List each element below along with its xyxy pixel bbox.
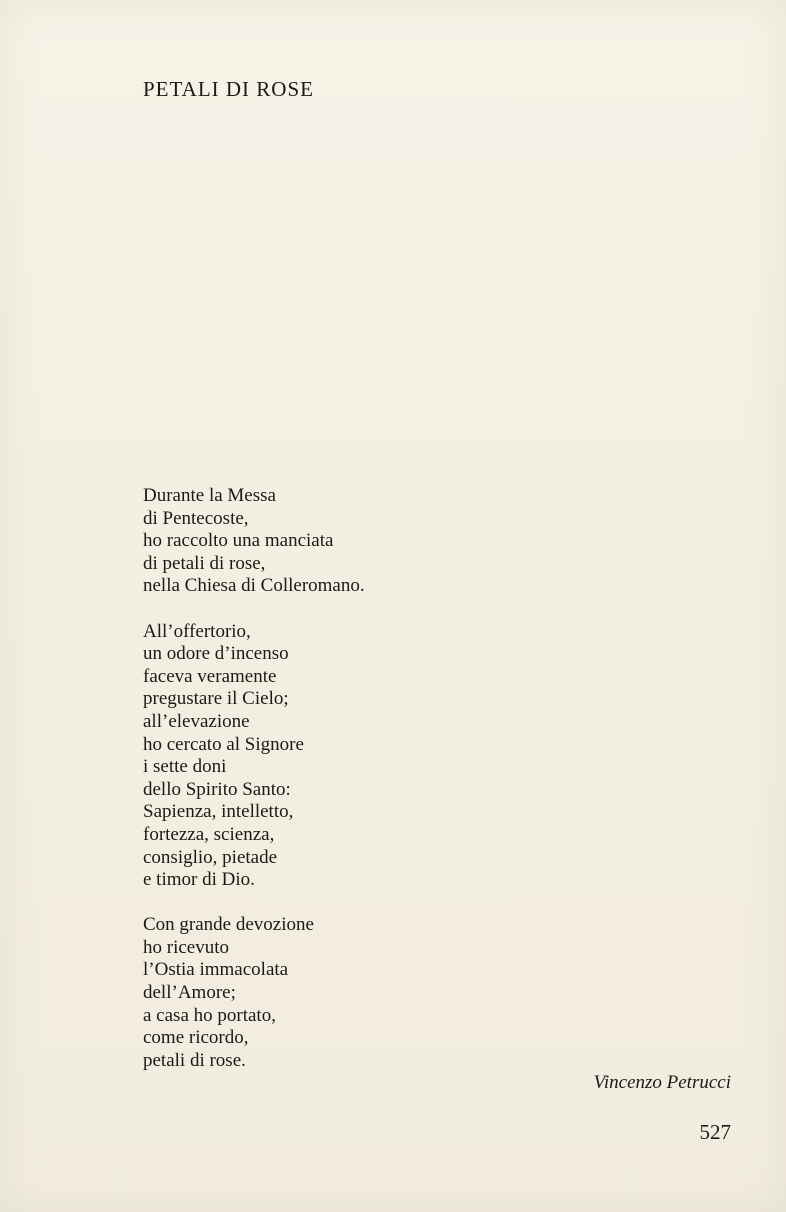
stanza-3: [143, 914, 365, 1072]
poem-line: petali di rose.: [143, 1049, 246, 1071]
stanza-1: [143, 485, 365, 598]
poem-line: e timor di Dio.: [143, 869, 255, 891]
poem-line: i sette doni: [143, 756, 227, 778]
poem-line: All’offertorio,: [143, 620, 251, 642]
stanza-2: [143, 621, 365, 892]
page-number: 527: [699, 1120, 731, 1144]
poem-line: Durante la Messa: [143, 485, 276, 506]
poem-line: all’elevazione: [143, 710, 250, 732]
poem-line: di Pentecoste,: [143, 507, 249, 529]
poem-line: dello Spirito Santo:: [143, 778, 291, 800]
poem-line: nella Chiesa di Colleromano.: [143, 575, 365, 597]
poem-line: ho ricevuto: [143, 936, 230, 958]
poem-line: ho cercato al Signore: [143, 733, 304, 755]
poem-line: di petali di rose,: [143, 552, 266, 574]
poem-line: Sapienza, intelletto,: [143, 801, 294, 823]
poem-line: pregustare il Cielo;: [143, 688, 289, 710]
poem-line: consiglio, pietade: [143, 846, 278, 868]
poem-line: come ricordo,: [143, 1027, 249, 1049]
poem-title: PETALI DI ROSE: [143, 77, 314, 101]
poem-line: un odore d’incenso: [143, 643, 289, 665]
poem-body: [143, 485, 365, 1095]
author-signature: Vincenzo Petrucci: [593, 1072, 731, 1093]
poem-line: ho raccolto una manciata: [143, 530, 334, 552]
poem-line: faceva veramente: [143, 665, 277, 687]
poem-line: a casa ho portato,: [143, 1004, 276, 1026]
poem-line: fortezza, scienza,: [143, 823, 275, 845]
poem-line: l’Ostia immacolata: [143, 959, 289, 981]
poem-line: Con grande devozione: [143, 914, 314, 936]
poem-line: dell’Amore;: [143, 982, 236, 1004]
